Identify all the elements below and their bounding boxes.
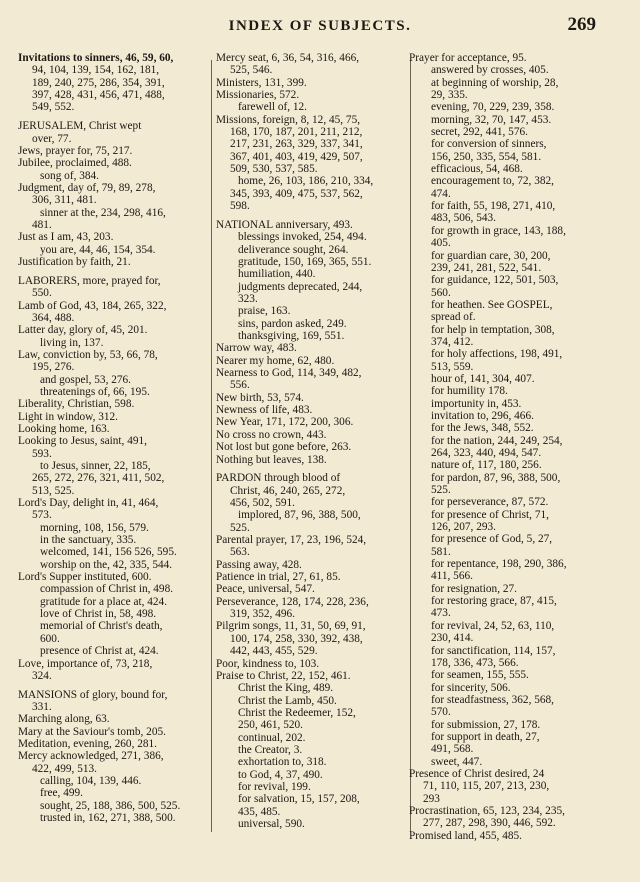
index-entry-line: 189, 240, 275, 286, 354, 391, [32,76,165,89]
index-entry-line: compassion of Christ in, 498. [40,583,174,596]
index-entry-line: 364, 488. [32,311,75,324]
index-entry-line: Looking to Jesus, saint, 491, [18,435,147,448]
index-entry-line: Narrow way, 483. [216,342,297,355]
index-entry-line: MANSIONS of glory, bound for, [18,688,168,701]
index-entry-line: for presence of God, 5, 27, [431,533,553,546]
index-entry-line: free, 499. [40,787,83,800]
index-entry-line: implored, 87, 96, 388, 500, [238,509,361,522]
index-entry-line: 560. [431,286,451,299]
index-entry-line: 598. [230,200,250,213]
index-entry-line: Justification by faith, 21. [18,256,131,268]
index-entry-line: Presence of Christ desired, 24 [409,767,545,780]
index-entry-line: Missions, foreign, 8, 12, 45, 75, [216,113,361,126]
index-entry-line: for revival, 199. [238,780,311,793]
index-entry-line: Looking home, 163. [18,422,110,435]
index-entry-line: Marching along, 63. [18,713,110,726]
index-entry-line: praise, 163. [238,305,291,318]
page-number: 269 [567,14,596,35]
index-entry-line: Parental prayer, 17, 23, 196, 524, [216,534,367,547]
index-entry-line: for salvation, 15, 157, 208, [238,793,360,806]
index-entry-line: Christ the King, 489. [238,682,334,695]
index-entry-line: presence of Christ at, 424. [40,645,159,658]
index-entry-line: 593. [32,447,52,460]
index-entry-line: 230, 414. [431,632,474,645]
index-entry-line: Jews, prayer for, 75, 217. [18,144,133,157]
index-column-3 [407,52,603,842]
index-entry-line: gratitude for a place at, 424. [40,595,168,608]
index-entry-line: 573. [32,509,52,522]
index-entry-line: hour of, 141, 304, 407. [431,372,535,385]
index-entry-line: blessings invoked, 254, 494. [238,231,367,244]
index-entry-line: 345, 393, 409, 475, 537, 562, [230,187,363,200]
index-entry-line: at beginning of worship, 28, [431,76,559,89]
index-entry-line: 100, 174, 258, 330, 392, 438, [230,632,363,645]
index-entry-line: for humility 178. [431,385,508,398]
index-entry-line: for revival, 24, 52, 63, 110, [431,619,555,632]
index-entry-line: for pardon, 87, 96, 388, 500, [431,471,561,484]
index-entry-line: 525. [230,521,250,534]
index-entry-line: 483, 506, 543. [431,212,496,225]
index-entry-line: Light in window, 312. [18,410,118,423]
index-entry-line: memorial of Christ's death, [40,620,163,633]
index-entry-line: for sincerity, 506. [431,681,511,694]
index-entry-line: living in, 137. [40,336,104,349]
index-entry-line: 367, 401, 403, 419, 429, 507, [230,150,363,163]
index-column-2 [214,52,409,830]
index-entry-line: 306, 311, 481. [32,194,97,207]
index-entry-line: 435, 485. [238,805,281,818]
index-entry-line: for faith, 55, 198, 271, 410, [431,200,556,213]
index-entry-line: worship on the, 42, 335, 544. [40,558,173,571]
index-entry-line: to God, 4, 37, 490. [238,768,323,781]
index-entry-line: 94, 104, 139, 154, 162, 181, [32,64,160,77]
index-entry-line: Procrastination, 65, 123, 234, 235, [409,804,565,817]
index-entry-line: Invitations to sinners, 46, 59, 60, [18,52,174,64]
index-entry-line: 525, 546. [230,64,273,77]
index-entry-line: for repentance, 198, 290, 386, [431,558,567,571]
index-entry-line: for guardian care, 30, 200, [431,249,551,262]
index-entry-line: 405. [431,237,451,250]
index-entry-line: Poor, kindness to, 103. [216,657,320,670]
index-entry-line: evening, 70, 229, 239, 358. [431,101,555,114]
index-entry-line: for perseverance, 87, 572. [431,496,549,509]
index-entry-line: to Jesus, sinner, 22, 185, [40,460,151,472]
index-entry-line: Ministers, 131, 399. [216,76,307,89]
index-entry-line: you are, 44, 46, 154, 354. [40,243,156,256]
index-entry-line: home, 26, 103, 186, 210, 334, [238,175,374,188]
index-entry-line: 442, 443, 455, 529. [230,645,318,658]
index-entry-line: love of Christ in, 58, 498. [40,608,157,621]
index-entry-line: Just as I am, 43, 203. [18,231,114,244]
index-entry-line: calling, 104, 139, 446. [40,775,142,788]
index-entry-line: 264, 323, 440, 494, 547. [431,447,542,459]
index-entry-line: deliverance sought, 264. [238,243,349,256]
index-entry-line: 29, 335. [431,89,468,102]
index-entry-line: Judgment, day of, 79, 89, 278, [18,181,156,194]
index-entry-line: trusted in, 162, 271, 388, 500. [40,812,176,825]
index-entry-line: for the Jews, 348, 552. [431,422,534,435]
index-entry-line: sins, pardon asked, 249. [238,317,347,330]
index-entry-line: 422, 499, 513. [32,762,97,775]
index-entry-line: Christ, 46, 240, 265, 272, [230,484,346,497]
index-entry-line: PARDON through blood of [216,472,341,485]
index-entry-line: 265, 272, 276, 321, 411, 502, [32,472,165,485]
index-entry-line: Mary at the Saviour's tomb, 205. [18,725,166,738]
index-entry-line: 600. [40,632,60,645]
index-entry-line: Missionaries, 572. [216,89,300,102]
index-entry-line: sinner at the, 234, 298, 416, [40,206,166,219]
index-entry-line: for seamen, 155, 555. [431,669,529,682]
index-entry-line: for submission, 27, 178. [431,718,541,731]
index-entry-line: 513, 525. [32,484,75,497]
index-entry-line: universal, 590. [238,817,305,830]
index-entry-line: 277, 287, 298, 390, 446, 592. [423,817,556,830]
index-entry-line: encouragement to, 72, 382, [431,175,554,188]
index-entry-line: Nothing but leaves, 138. [216,453,327,466]
index-entry-line: 319, 352, 496. [230,608,295,621]
index-entry-line: for steadfastness, 362, 568, [431,693,554,706]
index-entry-line: Meditation, evening, 260, 281. [18,738,157,751]
index-entry-line: Prayer for acceptance, 95. [409,52,527,64]
index-entry-line: 525. [431,484,451,497]
index-entry-line: 217, 231, 263, 329, 337, 341, [230,138,363,151]
index-entry-line: No cross no crown, 443. [216,428,327,441]
index-entry-line: Praise to Christ, 22, 152, 461. [216,669,351,682]
index-entry-line: Latter day, glory of, 45, 201. [18,324,148,337]
index-entry-line: 178, 336, 473, 566. [431,656,519,669]
index-entry-line: for sanctification, 114, 157, [431,644,556,657]
index-entry-line: Love, importance of, 73, 218, [18,657,153,670]
index-entry-line: Not lost but gone before, 263. [216,441,352,454]
index-entry-line: New birth, 53, 574. [216,391,304,404]
index-entry-line: for help in temptation, 308, [431,323,555,336]
index-entry-line: 250, 461, 520. [238,719,303,732]
index-entry-line: Jubilee, proclaimed, 488. [18,157,132,170]
index-entry-line: 324. [32,669,52,682]
index-entry-line: Passing away, 428. [216,558,302,571]
index-entry-line: 71, 110, 115, 207, 213, 230, [423,780,550,793]
index-entry-line: 239, 241, 281, 522, 541. [431,261,542,274]
index-entry-line: 481. [32,218,52,231]
index-entry-line: Mercy acknowledged, 271, 386, [18,750,164,763]
index-entry-line: nature of, 117, 180, 256. [431,459,542,472]
index-entry-line: 513, 559. [431,360,474,373]
index-entry-line: Lamb of God, 43, 184, 265, 322, [18,299,167,312]
page-title: INDEX OF SUBJECTS. [228,18,412,34]
index-entry-line: song of, 384. [40,169,99,182]
index-entry-line: morning, 108, 156, 579. [40,521,149,534]
index-entry-line: continual, 202. [238,731,306,744]
index-entry-line: 473. [431,607,451,620]
index-entry-line: 168, 170, 187, 201, 211, 212, [230,126,363,139]
index-entry-line: JERUSALEM, Christ wept [18,120,142,133]
index-entry-line: New Year, 171, 172, 200, 306. [216,416,354,429]
index-entry-line: Lord's Day, delight in, 41, 464, [18,497,159,510]
index-entry-line: 331. [32,701,52,714]
index-entry-line: Nearer my home, 62, 480. [216,354,335,367]
index-entry-line: 411, 566. [431,570,473,583]
index-entry-line: for holy affections, 198, 491, [431,348,563,361]
index-entry-line: gratitude, 150, 169, 365, 551. [238,256,372,268]
index-entry-line: 570. [431,706,451,719]
index-entry-line: for support in death, 27, [431,730,540,743]
index-entry-line: Newness of life, 483. [216,404,313,417]
index-entry-line: for the nation, 244, 249, 254, [431,434,563,447]
index-entry-line: LABORERS, more, prayed for, [18,274,161,287]
index-entry-line: Peace, universal, 547. [216,583,315,596]
index-entry-line: for heathen. See GOSPEL, [431,298,553,311]
index-entry-line: the Creator, 3. [238,743,303,756]
index-entry-line: 293 [423,792,440,805]
index-entry-line: 491, 568. [431,743,474,756]
index-entry-line: 374, 412. [431,335,474,348]
index-entry-line: sought, 25, 188, 386, 500, 525. [40,799,181,812]
index-entry-line: NATIONAL anniversary, 493. [216,218,353,231]
index-entry-line: sweet, 447. [431,755,483,768]
index-entry-line: 563. [230,546,250,559]
index-entry-line: for resignation, 27. [431,582,517,595]
page-header [0,14,640,40]
index-entry-line: 195, 276. [32,361,75,374]
index-entry-line: and gospel, 53, 276. [40,373,131,386]
index-entry-line: threatenings of, 66, 195. [40,385,150,398]
index-entry-line: 474. [431,187,451,200]
index-entry-line: answered by crosses, 405. [431,64,549,77]
index-entry-line: Nearness to God, 114, 349, 482, [216,367,362,380]
index-entry-line: thanksgiving, 169, 551. [238,330,345,343]
index-entry-line: importunity in, 453. [431,397,522,410]
index-entry-line: Lord's Supper instituted, 600. [18,571,152,584]
index-entry-line: over, 77. [32,132,72,145]
index-entry-line: 509, 530, 537, 585. [230,163,318,176]
index-entry-line: 156, 250, 335, 554, 581. [431,150,542,163]
index-entry-line: 556. [230,379,250,392]
index-entry-line: exhortation to, 318. [238,756,327,769]
index-entry-line: 397, 428, 431, 456, 471, 488, [32,89,165,102]
index-entry-line: judgments deprecated, 244, [238,280,363,293]
index-entry-line: farewell of, 12. [238,101,308,114]
index-entry-line: Pilgrim songs, 11, 31, 50, 69, 91, [216,620,366,633]
index-entry-line: Mercy seat, 6, 36, 54, 316, 466, [216,52,360,64]
index-entry-line: Christ the Redeemer, 152, [238,706,356,719]
index-entry-line: Liberality, Christian, 598. [18,398,135,411]
index-entry-line: 550. [32,287,52,300]
index-entry-line: efficacious, 54, 468. [431,163,523,176]
index-entry-line: invitation to, 296, 466. [431,409,534,422]
index-entry-line: 456, 502, 591. [230,497,295,510]
index-entry-line: Law, conviction by, 53, 66, 78, [18,348,158,361]
index-entry-line: for conversion of sinners, [431,138,547,151]
index-entry-line: morning, 32, 70, 147, 453. [431,113,552,126]
index-entry-line: for growth in grace, 143, 188, [431,224,566,237]
index-entry-line: secret, 292, 441, 576. [431,126,528,139]
index-column-1 [16,52,212,824]
index-entry-line: 581. [431,545,451,558]
index-entry-line: Christ the Lamb, 450. [238,694,337,707]
index-entry-line: humiliation, 440. [238,268,316,281]
index-entry-line: for guidance, 122, 501, 503, [431,274,559,287]
index-entry-line: Perseverance, 128, 174, 228, 236, [216,595,369,608]
index-entry-line: 549, 552. [32,101,75,114]
index-entry-line: spread of. [431,311,476,324]
index-entry-line: in the sanctuary, 335. [40,534,137,547]
index-entry-line: Promised land, 455, 485. [409,829,522,842]
index-entry-line: 126, 207, 293. [431,521,496,534]
index-entry-line: 323. [238,293,258,306]
index-entry-line: for presence of Christ, 71, [431,508,549,521]
index-entry-line: welcomed, 141, 156 526, 595. [40,546,177,559]
index-entry-line: for restoring grace, 87, 415, [431,595,557,608]
index-entry-line: Patience in trial, 27, 61, 85. [216,571,341,584]
